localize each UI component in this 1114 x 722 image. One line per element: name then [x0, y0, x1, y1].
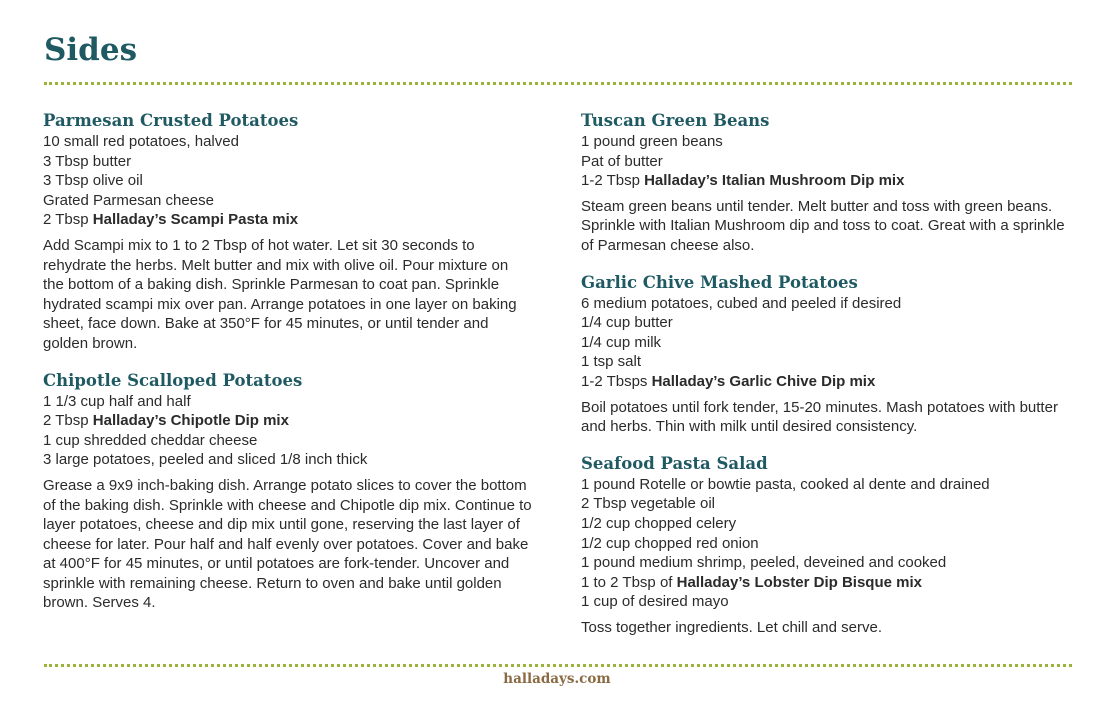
ingredient-item: [581, 313, 1076, 333]
recipe-directions: Grease a 9x9 inch-baking dish. Arrange potato slices to cover the bottom of the baking dish. Sprinkle with cheese and Chipotle dip mix. Continue to layer potatoes, cheese and dip mix until gone, reserving the last layer of cheese for later. Pour half and half evenly over potatoes. Cover and bake at 400°F for 45 minutes, or until potatoes are fork-tender. Uncover and sprinkle with remaining cheese. Return to oven and bake until golden brown. Serves 4.: [43, 476, 532, 612]
ingredient-text: 1 pound medium shrimp, peeled, deveined and cooked: [581, 554, 947, 572]
ingredient-item: [43, 210, 533, 230]
ingredient-item: [581, 475, 1076, 495]
ingredient-item: [581, 132, 1076, 152]
recipe-title: Tuscan Green Beans: [581, 111, 770, 130]
ingredient-item: [581, 514, 1076, 534]
ingredient-item: [43, 191, 533, 211]
recipe-chipotle-scalloped-potatoes: [43, 370, 533, 614]
ingredient-list: [43, 132, 533, 230]
recipe-directions: Steam green beans until tender. Melt butter and toss with green beans. Sprinkle with Italian Mushroom dip and toss to coat. Great with a sprinkle of Parmesan cheese also.: [581, 197, 1065, 254]
ingredient-text: 2 Tbsp: [43, 211, 93, 229]
ingredient-text: Grated Parmesan cheese: [43, 191, 214, 209]
recipe-tuscan-green-beans: [581, 110, 1076, 256]
ingredient-item: [581, 352, 1076, 372]
ingredient-text: 1/4 cup butter: [581, 314, 673, 332]
ingredient-text: 2 Tbsp: [43, 412, 93, 430]
left-recipe-column: [43, 110, 533, 629]
recipe-parmesan-crusted-potatoes: [43, 110, 533, 354]
ingredient-list: [43, 392, 533, 470]
ingredient-item: [43, 431, 533, 451]
recipe-directions: Add Scampi mix to 1 to 2 Tbsp of hot water. Let sit 30 seconds to rehydrate the herbs. Melt butter and mix with olive oil. Pour mixture on the bottom of a baking dish. Sprinkle Parmesan to coat pan. Sprinkle hydrated scampi mix over pan. Arrange potatoes in one layer on baking sheet, face down. Bake at 350°F for 45 minutes, or until tender and golden brown.: [43, 236, 517, 352]
ingredient-text: 1 cup shredded cheddar cheese: [43, 431, 258, 449]
ingredient-item: [581, 294, 1076, 314]
footer-website-link[interactable]: halladays.com: [503, 671, 611, 687]
ingredient-item: [581, 152, 1076, 172]
product-name: Halladay’s Lobster Dip Bisque mix: [676, 573, 922, 591]
ingredient-list: [581, 294, 1076, 392]
ingredient-item: [581, 592, 1076, 612]
ingredient-text: 10 small red potatoes, halved: [43, 133, 239, 150]
ingredient-text: 1 cup of desired mayo: [581, 593, 729, 611]
ingredient-text: 3 Tbsp olive oil: [43, 172, 143, 190]
ingredient-text: 1 to 2 Tbsp of: [581, 573, 677, 591]
recipe-seafood-pasta-salad: [581, 453, 1076, 638]
ingredient-text: 6 medium potatoes, cubed and peeled if desired: [581, 294, 902, 312]
product-name: Halladay’s Garlic Chive Dip mix: [651, 372, 876, 390]
ingredient-text: 1-2 Tbsps: [581, 372, 652, 390]
ingredient-item: [43, 132, 533, 152]
ingredient-text: 2 Tbsp vegetable oil: [581, 495, 715, 513]
ingredient-item: [43, 450, 533, 470]
ingredient-text: Pat of butter: [581, 152, 663, 170]
bottom-dotted-divider: [44, 664, 1072, 667]
ingredient-text: 1 pound Rotelle or bowtie pasta, cooked al dente and drained: [581, 475, 990, 493]
ingredient-text: 1/2 cup chopped red onion: [581, 534, 759, 552]
ingredient-list: [581, 132, 1076, 191]
ingredient-text: 3 large potatoes, peeled and sliced 1/8 inch thick: [43, 451, 368, 469]
recipe-title: Chipotle Scalloped Potatoes: [43, 370, 303, 390]
ingredient-text: 1-2 Tbsp: [581, 172, 645, 190]
product-name: Halladay’s Scampi Pasta mix: [92, 211, 299, 229]
recipe-title: Parmesan Crusted Potatoes: [43, 111, 299, 130]
right-recipe-column: [581, 110, 1076, 653]
ingredient-text: 1 pound green beans: [581, 133, 723, 150]
recipe-title: Garlic Chive Mashed Potatoes: [581, 272, 858, 292]
recipe-directions: Boil potatoes until fork tender, 15-20 minutes. Mash potatoes with butter and herbs. Thin with milk until desired consistency.: [581, 398, 1058, 436]
page-title: Sides: [44, 32, 138, 68]
ingredient-item: [581, 372, 1076, 392]
ingredient-item: [581, 171, 1076, 191]
ingredient-text: 1/4 cup milk: [581, 333, 662, 351]
top-dotted-divider: [44, 82, 1072, 85]
ingredient-text: 1 1/3 cup half and half: [43, 392, 191, 410]
ingredient-text: 3 Tbsp butter: [43, 152, 132, 170]
product-name: Halladay’s Chipotle Dip mix: [92, 412, 289, 430]
ingredient-item: [581, 534, 1076, 554]
ingredient-item: [581, 333, 1076, 353]
ingredient-item: [43, 171, 533, 191]
ingredient-item: [581, 494, 1076, 514]
recipe-directions: Toss together ingredients. Let chill and serve.: [581, 618, 883, 636]
ingredient-item: [43, 392, 533, 412]
ingredient-text: 1/2 cup chopped celery: [581, 514, 737, 532]
ingredient-item: [581, 553, 1076, 573]
recipe-garlic-chive-mashed-potatoes: [581, 272, 1076, 437]
ingredient-text: 1 tsp salt: [581, 353, 642, 371]
ingredient-item: [43, 152, 533, 172]
ingredient-list: [581, 475, 1076, 612]
ingredient-item: [43, 411, 533, 431]
ingredient-item: [581, 573, 1076, 593]
recipe-title: Seafood Pasta Salad: [581, 453, 768, 473]
product-name: Halladay’s Italian Mushroom Dip mix: [644, 172, 905, 190]
